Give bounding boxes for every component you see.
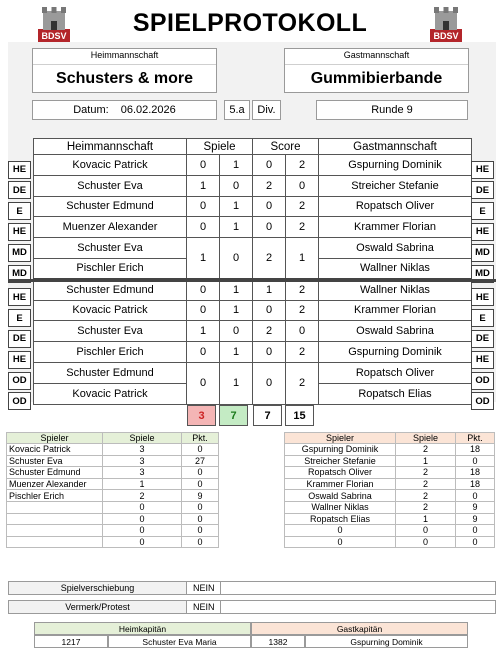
home-stats-points: 9 [182,490,219,502]
guest-stats-points: 0 [456,536,495,548]
home-player-name: Schuster Edmund [34,279,187,300]
home-team-name: Schusters & more [33,64,216,92]
games-cell: 1 [220,155,253,176]
games-cell: 0 [220,175,253,196]
home-stats-player: Pischler Erich [7,490,103,502]
right-game-type-badge: HE [471,161,494,179]
match-row [34,279,472,300]
home-player-name: Schuster Eva [34,321,187,342]
postpone-row [8,581,496,595]
left-game-type-badge: OD [8,392,31,410]
home-stats-games: 1 [103,478,182,490]
protest-value: NEIN [193,602,215,612]
right-game-type-badge: MD [471,265,494,283]
guest-stats-header [285,433,495,444]
home-stats-games: 0 [103,536,182,548]
games-cell: 1 [220,362,253,404]
home-stats-points: 0 [182,467,219,479]
page-title: SPIELPROTOKOLL [132,8,368,37]
home-stats-points: 0 [182,513,219,525]
match-row [34,321,472,342]
guest-stats-table [284,432,495,548]
score-cell: 0 [253,196,286,217]
guest-team-label: Gastmannschaft [343,50,410,60]
score-cell: 0 [253,362,286,404]
home-stats-row [7,525,219,537]
date-label: Datum: [73,104,109,116]
guest-player-name: Wallner Niklas [319,279,472,300]
home-stats-games-header: Spiele [103,433,182,444]
right-game-type-badge: E [471,309,494,327]
guest-stats-games: 2 [396,501,456,513]
games-cell: 1 [220,279,253,300]
home-player-name: Schuster Edmund [34,196,187,217]
guest-player-name: Oswald Sabrina [319,321,472,342]
guest-player-name: Ropatsch Oliver [319,362,472,383]
guest-captain-label: Gastkapitän [251,622,468,635]
home-stats-points: 0 [182,444,219,456]
home-captain-id: 1217 [34,635,108,648]
home-stats-games: 0 [103,525,182,537]
score-cell: 0 [253,342,286,363]
league-box [224,100,250,120]
postpone-label: Spielverschiebung [9,582,187,594]
left-game-type-badge: DE [8,330,31,348]
home-player-name: Kovacic Patrick [34,300,187,321]
guest-stats-player: Gspurning Dominik [285,444,396,456]
right-game-type-badge: OD [471,392,494,410]
left-game-type-badge: E [8,309,31,327]
home-stats-row [7,455,219,467]
home-captain-label: Heimkapitän [34,622,251,635]
games-cell: 0 [187,279,220,300]
games-cell: 0 [187,196,220,217]
match-header-guest: Gastmannschaft [319,139,472,155]
score-cell: 0 [253,300,286,321]
guest-stats-player: Krammer Florian [285,478,396,490]
score-cell: 2 [286,155,319,176]
postpone-value: NEIN [193,583,215,593]
guest-stats-games: 1 [396,513,456,525]
guest-stats-games: 2 [396,490,456,502]
guest-stats-points: 0 [456,455,495,467]
home-player-name: Pischler Erich [34,342,187,363]
home-stats-player [7,525,103,537]
home-stats-player: Schuster Eva [7,455,103,467]
games-cell: 0 [187,300,220,321]
total-guest-games: 7 [219,405,248,426]
home-player-name: Schuster Eva [34,175,187,196]
match-header-home: Heimmannschaft [34,139,187,155]
match-row [34,217,472,238]
home-stats-row [7,444,219,456]
guest-stats-player: Ropatsch Oliver [285,467,396,479]
guest-player-name: Krammer Florian [319,300,472,321]
guest-stats-points: 0 [456,525,495,537]
svg-text:BDSV: BDSV [41,31,67,41]
guest-stats-games: 2 [396,478,456,490]
home-stats-row [7,501,219,513]
left-game-type-badge: DE [8,181,31,199]
home-player-name: Kovacic Patrick [34,155,187,176]
score-cell: 2 [286,196,319,217]
left-game-type-badge: HE [8,288,31,306]
league-value: 5.a [229,104,245,116]
guest-stats-points: 18 [456,444,495,456]
protest-divider [220,601,221,613]
home-stats-player: Schuster Edmund [7,467,103,479]
guest-stats-player: Streicher Stefanie [285,455,396,467]
match-header-row [34,139,472,155]
right-game-type-badge: HE [471,223,494,241]
score-cell: 0 [286,321,319,342]
guest-stats-row [285,525,495,537]
match-header-score: Score [253,139,319,155]
home-stats-points: 0 [182,525,219,537]
guest-stats-row [285,478,495,490]
games-cell: 1 [220,196,253,217]
score-cell: 0 [286,175,319,196]
score-cell: 1 [253,279,286,300]
home-stats-player [7,501,103,513]
score-cell: 2 [253,175,286,196]
right-game-type-badge: DE [471,181,494,199]
guest-stats-player: Wallner Niklas [285,501,396,513]
guest-stats-player: Oswald Sabrina [285,490,396,502]
right-game-type-badge: HE [471,351,494,369]
guest-stats-player: Ropatsch Elias [285,513,396,525]
home-stats-points: 27 [182,455,219,467]
guest-player-name: Ropatsch Oliver [319,196,472,217]
home-stats-row [7,536,219,548]
home-stats-header [7,433,219,444]
home-stats-points: 0 [182,478,219,490]
guest-player-name: Gspurning Dominik [319,155,472,176]
right-game-type-badge: E [471,202,494,220]
games-cell: 1 [220,342,253,363]
home-stats-games: 0 [103,501,182,513]
guest-stats-points: 18 [456,478,495,490]
home-player-name: Muenzer Alexander [34,217,187,238]
home-player-name: Pischler Erich [34,258,187,279]
home-stats-points: 0 [182,501,219,513]
score-cell: 2 [286,279,319,300]
guest-stats-row [285,455,495,467]
home-stats-games: 3 [103,467,182,479]
match-table [33,138,472,405]
games-cell: 0 [187,155,220,176]
home-stats-row [7,490,219,502]
guest-stats-row [285,490,495,502]
match-row [34,362,472,383]
div-box [252,100,281,120]
guest-stats-row [285,444,495,456]
guest-stats-player: 0 [285,525,396,537]
home-stats-player [7,536,103,548]
right-game-type-badge: HE [471,288,494,306]
guest-stats-row [285,513,495,525]
score-cell: 2 [286,362,319,404]
left-game-type-badge: E [8,202,31,220]
guest-stats-row [285,536,495,548]
match-row [34,238,472,259]
guest-stats-row [285,467,495,479]
score-cell: 2 [253,321,286,342]
score-cell: 0 [253,217,286,238]
guest-stats-games: 2 [396,444,456,456]
home-player-name: Kovacic Patrick [34,383,187,404]
home-stats-row [7,467,219,479]
games-cell: 1 [220,300,253,321]
home-stats-player: Kovacic Patrick [7,444,103,456]
right-game-type-badge: MD [471,244,494,262]
svg-text:BDSV: BDSV [433,31,459,41]
left-game-type-badge: OD [8,372,31,390]
match-header-games: Spiele [187,139,253,155]
home-captain-name: Schuster Eva Maria [108,635,251,648]
score-cell: 0 [253,155,286,176]
home-stats-player: Muenzer Alexander [7,478,103,490]
guest-captain-id: 1382 [251,635,305,648]
home-team-label: Heimmannschaft [90,50,159,60]
games-cell: 1 [187,321,220,342]
home-team-box [32,48,217,93]
date-box [32,100,217,120]
total-guest-score: 15 [285,405,314,426]
round-value: Runde 9 [371,104,413,116]
guest-stats-row [285,501,495,513]
guest-stats-player: 0 [285,536,396,548]
home-stats-row [7,513,219,525]
score-cell: 2 [286,300,319,321]
total-home-games: 3 [187,405,216,426]
div-label: Div. [257,104,276,116]
guest-player-name: Streicher Stefanie [319,175,472,196]
guest-stats-points: 0 [456,490,495,502]
home-stats-row [7,478,219,490]
guest-player-name: Krammer Florian [319,217,472,238]
guest-captain-name: Gspurning Dominik [305,635,468,648]
guest-stats-games: 0 [396,525,456,537]
left-game-type-badge: HE [8,161,31,179]
guest-stats-points: 9 [456,513,495,525]
games-cell: 1 [187,175,220,196]
home-stats-points-header: Pkt. [182,433,219,444]
guest-team-name: Gummibierbande [285,64,468,92]
guest-stats-games: 1 [396,455,456,467]
games-cell: 0 [220,238,253,280]
games-cell: 1 [187,238,220,280]
guest-player-name: Oswald Sabrina [319,238,472,259]
match-row [34,300,472,321]
score-cell: 2 [286,217,319,238]
left-game-type-badge: MD [8,265,31,283]
guest-player-name: Gspurning Dominik [319,342,472,363]
guest-player-name: Ropatsch Elias [319,383,472,404]
home-stats-games: 3 [103,444,182,456]
right-game-type-badge: DE [471,330,494,348]
postpone-divider [220,582,221,594]
games-cell: 0 [187,362,220,404]
home-stats-player-header: Spieler [7,433,103,444]
games-cell: 0 [187,342,220,363]
protest-label: Vermerk/Protest [9,601,187,613]
home-player-name: Schuster Eva [34,238,187,259]
guest-stats-points: 9 [456,501,495,513]
left-game-type-badge: HE [8,223,31,241]
match-row [34,175,472,196]
date-value: 06.02.2026 [120,104,176,116]
score-cell: 1 [286,238,319,280]
left-game-type-badge: HE [8,351,31,369]
games-cell: 0 [187,217,220,238]
protest-row [8,600,496,614]
home-stats-games: 3 [103,455,182,467]
games-cell: 1 [220,217,253,238]
games-cell: 0 [220,321,253,342]
match-row [34,155,472,176]
right-game-type-badge: OD [471,372,494,390]
guest-stats-player-header: Spieler [285,433,396,444]
match-row [34,342,472,363]
block-separator-1 [8,279,496,282]
guest-stats-points: 18 [456,467,495,479]
guest-stats-games: 0 [396,536,456,548]
home-player-name: Schuster Edmund [34,362,187,383]
home-stats-points: 0 [182,536,219,548]
home-stats-games: 2 [103,490,182,502]
round-box [316,100,468,120]
total-home-score: 7 [253,405,282,426]
score-cell: 2 [253,238,286,280]
left-game-type-badge: MD [8,244,31,262]
home-stats-table [6,432,219,548]
home-stats-player [7,513,103,525]
guest-stats-games: 2 [396,467,456,479]
home-stats-games: 0 [103,513,182,525]
guest-stats-games-header: Spiele [396,433,456,444]
guest-stats-points-header: Pkt. [456,433,495,444]
match-row [34,196,472,217]
score-cell: 2 [286,342,319,363]
captains-block [34,622,468,648]
guest-player-name: Wallner Niklas [319,258,472,279]
guest-team-box [284,48,469,93]
